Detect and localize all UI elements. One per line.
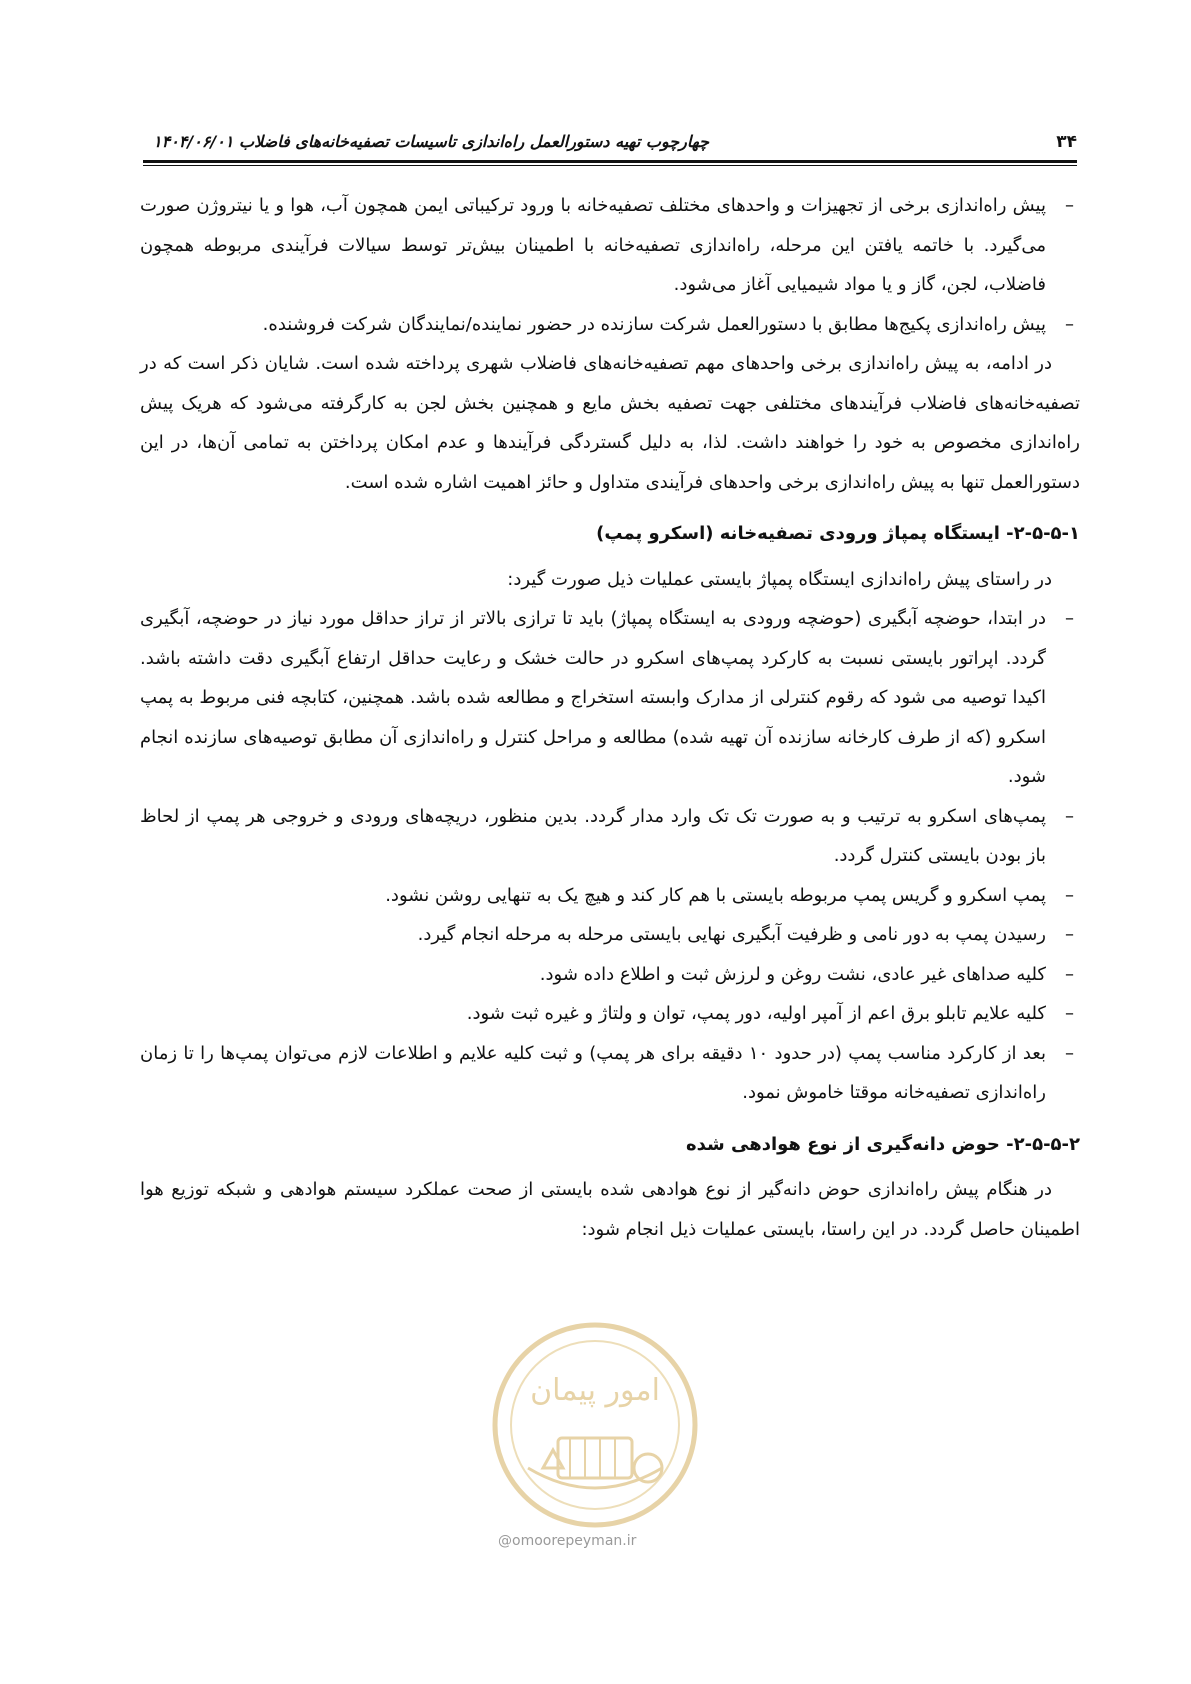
at-icon: @: [498, 1533, 512, 1549]
bullet-dash: –: [1065, 963, 1074, 985]
bullet-text: رسیدن پمپ به دور نامی و ظرفیت آبگیری نهایی بایستی مرحله به مرحله انجام گیرد.: [417, 924, 1046, 945]
section-intro: در راستای پیش راه‌اندازی ایستگاه پمپاژ بایستی عملیات ذیل صورت گیرد:: [507, 568, 1052, 590]
list-item: [140, 599, 1080, 797]
page-number: ۳۴: [1056, 132, 1077, 152]
bullet-text: کلیه علایم تابلو برق اعم از آمپر اولیه، دور پمپ، توان و ولتاژ و غیره ثبت شود.: [466, 1003, 1046, 1024]
watermark-logo-text: امور پیمان: [530, 1373, 660, 1408]
bullet-dash: –: [1065, 313, 1074, 335]
list-item: [140, 186, 1080, 305]
bullet-text: در ابتدا، حوضچه آبگیری (حوضچه ورودی به ایستگاه پمپاژ) باید تا ترازی بالاتر از تراز حداقل مورد نیاز در حوضچه، آبگیری گردد. اپراتور بایستی نسبت به کارکرد پمپ‌های اسکرو در حالت خشک و رعایت حداقل ارتفاع آبگیری دقت داشته باشد. اکیدا توصیه می شود که رقوم کنترلی از مدارک وابسته استخراج و مطالعه شده باشد. همچنین، کتابچه فنی مربوط به پمپ اسکرو (که از طرف کارخانه سازنده آن تهیه شده) مطالعه و مراحل کنترل و راه‌اندازی آن مطابق توصیه‌های سازنده انجام شود.: [140, 608, 1046, 787]
header-title: چهارچوب تهیه دستورالعمل راه‌اندازی تاسیسات تصفیه‌خانه‌های فاضلاب: [239, 132, 710, 151]
watermark-url-text: omoorepeyman.ir: [512, 1533, 637, 1549]
main-text: [140, 186, 1080, 1249]
header-date: ۱۴۰۴/۰۶/۰۱: [153, 132, 234, 151]
section-heading: ۲-۵-۵-۲- حوض دانه‌گیری از نوع هوادهی شده: [686, 1133, 1080, 1155]
list-item: [140, 305, 1080, 345]
watermark-url: [498, 1533, 636, 1549]
list-item: [140, 955, 1080, 995]
section-heading: ۲-۵-۵-۱- ایستگاه پمپاژ ورودی تصفیه‌خانه (اسکرو پمپ): [596, 523, 1080, 544]
bullet-dash: –: [1065, 805, 1074, 827]
paragraph: در هنگام پیش راه‌اندازی حوض دانه‌گیر از نوع هوادهی شده بایستی از صحت عملکرد سیستم هوادهی و شبکه توزیع هوا اطمینان حاصل گردد. در این راستا، بایستی عملیات ذیل انجام شود:: [140, 1179, 1080, 1240]
running-title: [143, 132, 709, 151]
watermark-seal-logo: [488, 1318, 702, 1532]
bullet-dash: –: [1065, 1042, 1074, 1064]
header-rule: [143, 160, 1077, 163]
bullet-text: بعد از کارکرد مناسب پمپ (در حدود ۱۰ دقیقه برای هر پمپ) و ثبت کلیه علایم و اطلاعات لازم می‌توان پمپ‌ها را تا زمان راه‌اندازی تصفیه‌خانه موقتا خاموش نمود.: [140, 1042, 1046, 1103]
paragraph: در ادامه، به پیش راه‌اندازی برخی واحدهای مهم تصفیه‌خانه‌های فاضلاب شهری پرداخته شده است. شایان ذکر است که در تصفیه‌خانه‌های فاضلاب فرآیندهای مختلفی جهت تصفیه بخش مایع و همچنین بخش لجن به کارگرفته می‌شود که هریک پیش راه‌اندازی مخصوص به خود را خواهند داشت. لذا، به دلیل گستردگی فرآیندها و عدم امکان پرداختن به تمامی آن‌ها، در این دستورالعمل تنها به پیش راه‌اندازی برخی واحدهای فرآیندی متداول و حائز اهمیت اشاره شده است.: [140, 353, 1080, 493]
bullet-dash: –: [1065, 884, 1074, 906]
bullet-text: پیش راه‌اندازی پکیج‌ها مطابق با دستورالعمل شرکت سازنده در حضور نماینده/نمایندگان شرکت فروشنده.: [262, 313, 1046, 335]
header-rule-thin: [143, 165, 1077, 166]
bullet-text: پمپ‌های اسکرو به ترتیب و به صورت تک تک وارد مدار گردد. بدین منظور، دریچه‌های ورودی و خروجی هر پمپ از لحاظ باز بودن بایستی کنترل گردد.: [140, 805, 1046, 866]
bullet-dash: –: [1065, 924, 1074, 945]
bullet-dash: –: [1065, 608, 1074, 629]
page-header: [143, 128, 1077, 158]
bullet-dash: –: [1065, 1003, 1074, 1024]
bullet-dash: –: [1065, 195, 1074, 216]
list-item: [140, 876, 1080, 916]
bullet-text: کلیه صداهای غیر عادی، نشت روغن و لرزش ثبت و اطلاع داده شود.: [539, 963, 1046, 985]
bullet-text: پمپ اسکرو و گریس پمپ مربوطه بایستی با هم کار کند و هیچ یک به تنهایی روشن نشود.: [385, 884, 1046, 906]
list-item: [140, 994, 1080, 1034]
bullet-text: پیش راه‌اندازی برخی از تجهیزات و واحدهای مختلف تصفیه‌خانه با ورود ترکیباتی ایمن همچون آب، هوا و یا نیتروژن صورت می‌گیرد. با خاتمه یافتن این مرحله، راه‌اندازی تصفیه‌خانه با اطمینان بیش‌تر توسط سیالات فرآیندی مربوطه همچون فاضلاب، لجن، گاز و یا مواد شیمیایی آغاز می‌شود.: [140, 195, 1046, 295]
list-item: [140, 1034, 1080, 1113]
list-item: [140, 915, 1080, 955]
list-item: [140, 797, 1080, 876]
